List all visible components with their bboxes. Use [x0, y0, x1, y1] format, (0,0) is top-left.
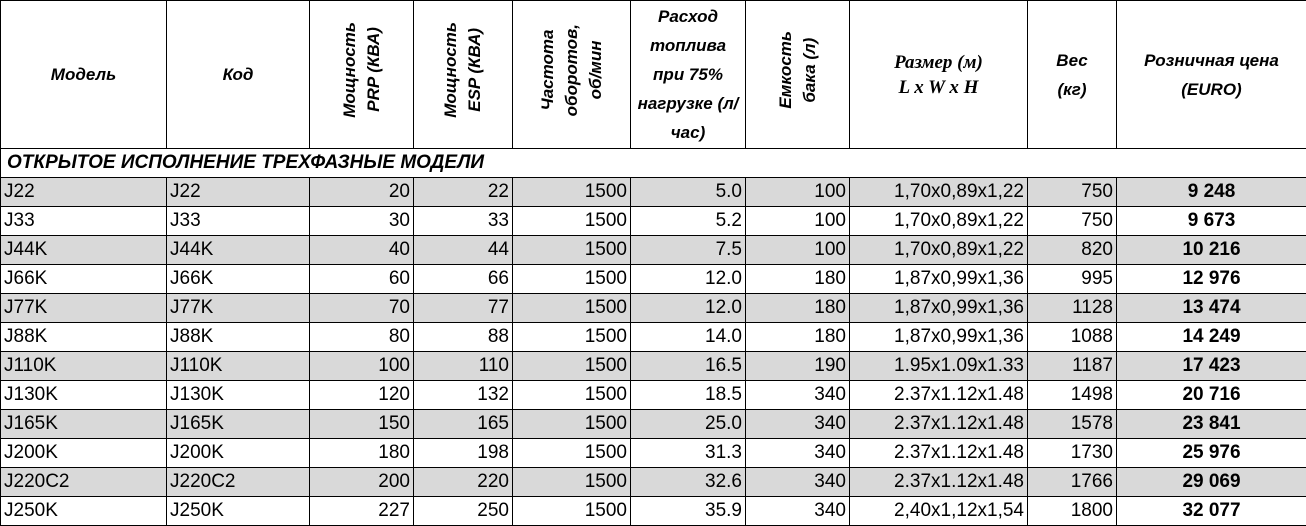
cell-model: J220C2: [1, 468, 167, 497]
cell-model: J22: [1, 178, 167, 207]
header-weight: Вес (кг): [1028, 1, 1117, 149]
cell-rpm: 1500: [513, 323, 631, 352]
cell-fuel: 5.0: [631, 178, 746, 207]
cell-code: J110K: [167, 352, 310, 381]
cell-prp: 150: [310, 410, 414, 439]
header-code: Код: [167, 1, 310, 149]
cell-code: J77K: [167, 294, 310, 323]
table-row: [1, 381, 1306, 410]
cell-fuel: 12.0: [631, 265, 746, 294]
cell-price: 14 249: [1117, 323, 1306, 352]
cell-code: J250K: [167, 497, 310, 526]
table-row: [1, 265, 1306, 294]
cell-size: 1,87x0,99x1,36: [850, 323, 1028, 352]
header-price: Розничная цена (EURO): [1117, 1, 1306, 149]
cell-prp: 30: [310, 207, 414, 236]
cell-rpm: 1500: [513, 294, 631, 323]
cell-rpm: 1500: [513, 439, 631, 468]
cell-tank: 100: [746, 236, 850, 265]
cell-prp: 227: [310, 497, 414, 526]
cell-weight: 1128: [1028, 294, 1117, 323]
cell-prp: 60: [310, 265, 414, 294]
cell-price: 13 474: [1117, 294, 1306, 323]
cell-code: J165K: [167, 410, 310, 439]
cell-esp: 110: [414, 352, 513, 381]
cell-code: J33: [167, 207, 310, 236]
cell-size: 1,70x0,89x1,22: [850, 236, 1028, 265]
cell-model: J66K: [1, 265, 167, 294]
cell-model: J33: [1, 207, 167, 236]
cell-size: 2,40x1,12x1,54: [850, 497, 1028, 526]
cell-weight: 1730: [1028, 439, 1117, 468]
table-row: [1, 236, 1306, 265]
header-model: Модель: [1, 1, 167, 149]
cell-size: 1.95x1.09x1.33: [850, 352, 1028, 381]
cell-tank: 340: [746, 381, 850, 410]
cell-fuel: 16.5: [631, 352, 746, 381]
cell-code: J66K: [167, 265, 310, 294]
cell-rpm: 1500: [513, 236, 631, 265]
cell-prp: 200: [310, 468, 414, 497]
table-row: [1, 352, 1306, 381]
cell-price: 32 077: [1117, 497, 1306, 526]
cell-code: J44K: [167, 236, 310, 265]
cell-esp: 66: [414, 265, 513, 294]
cell-esp: 220: [414, 468, 513, 497]
table-row: [1, 497, 1306, 526]
cell-esp: 77: [414, 294, 513, 323]
table-row: [1, 439, 1306, 468]
cell-price: 25 976: [1117, 439, 1306, 468]
table-row: [1, 323, 1306, 352]
cell-rpm: 1500: [513, 178, 631, 207]
cell-prp: 20: [310, 178, 414, 207]
cell-tank: 340: [746, 497, 850, 526]
cell-esp: 132: [414, 381, 513, 410]
header-tank: Емкость бака (л): [746, 1, 850, 149]
cell-weight: 750: [1028, 207, 1117, 236]
cell-rpm: 1500: [513, 468, 631, 497]
cell-tank: 100: [746, 207, 850, 236]
cell-fuel: 25.0: [631, 410, 746, 439]
header-row: [1, 1, 1306, 149]
header-fuel: Расход топлива при 75% нагрузке (л/час): [631, 1, 746, 149]
cell-price: 23 841: [1117, 410, 1306, 439]
cell-fuel: 14.0: [631, 323, 746, 352]
cell-weight: 995: [1028, 265, 1117, 294]
cell-weight: 1766: [1028, 468, 1117, 497]
table-row: [1, 294, 1306, 323]
cell-esp: 250: [414, 497, 513, 526]
cell-rpm: 1500: [513, 265, 631, 294]
cell-rpm: 1500: [513, 497, 631, 526]
cell-tank: 180: [746, 265, 850, 294]
cell-fuel: 31.3: [631, 439, 746, 468]
cell-tank: 340: [746, 410, 850, 439]
cell-price: 10 216: [1117, 236, 1306, 265]
cell-esp: 165: [414, 410, 513, 439]
table-row: [1, 207, 1306, 236]
cell-model: J110K: [1, 352, 167, 381]
cell-price: 9 248: [1117, 178, 1306, 207]
cell-esp: 44: [414, 236, 513, 265]
cell-model: J200K: [1, 439, 167, 468]
cell-price: 9 673: [1117, 207, 1306, 236]
section-title: ОТКРЫТОЕ ИСПОЛНЕНИЕ ТРЕХФАЗНЫЕ МОДЕЛИ: [1, 149, 1306, 178]
cell-size: 2.37x1.12x1.48: [850, 410, 1028, 439]
cell-tank: 180: [746, 323, 850, 352]
cell-size: 1,87x0,99x1,36: [850, 294, 1028, 323]
cell-size: 2.37x1.12x1.48: [850, 439, 1028, 468]
cell-weight: 1800: [1028, 497, 1117, 526]
cell-fuel: 18.5: [631, 381, 746, 410]
cell-weight: 1578: [1028, 410, 1117, 439]
cell-size: 2.37x1.12x1.48: [850, 381, 1028, 410]
cell-price: 29 069: [1117, 468, 1306, 497]
cell-size: 1,70x0,89x1,22: [850, 178, 1028, 207]
cell-fuel: 32.6: [631, 468, 746, 497]
cell-tank: 340: [746, 439, 850, 468]
cell-prp: 100: [310, 352, 414, 381]
table-row: [1, 468, 1306, 497]
cell-price: 20 716: [1117, 381, 1306, 410]
cell-model: J88K: [1, 323, 167, 352]
header-esp: Мощность ESP (КВА): [414, 1, 513, 149]
cell-rpm: 1500: [513, 352, 631, 381]
cell-fuel: 5.2: [631, 207, 746, 236]
cell-weight: 750: [1028, 178, 1117, 207]
cell-tank: 190: [746, 352, 850, 381]
cell-prp: 180: [310, 439, 414, 468]
cell-code: J130K: [167, 381, 310, 410]
cell-price: 12 976: [1117, 265, 1306, 294]
cell-prp: 80: [310, 323, 414, 352]
cell-size: 1,70x0,89x1,22: [850, 207, 1028, 236]
table-row: [1, 178, 1306, 207]
cell-fuel: 12.0: [631, 294, 746, 323]
cell-prp: 70: [310, 294, 414, 323]
cell-model: J165K: [1, 410, 167, 439]
cell-rpm: 1500: [513, 381, 631, 410]
cell-rpm: 1500: [513, 207, 631, 236]
cell-code: J88K: [167, 323, 310, 352]
cell-size: 2.37x1.12x1.48: [850, 468, 1028, 497]
cell-size: 1,87x0,99x1,36: [850, 265, 1028, 294]
cell-esp: 88: [414, 323, 513, 352]
header-prp: Мощность PRP (КВА): [310, 1, 414, 149]
cell-weight: 820: [1028, 236, 1117, 265]
cell-code: J22: [167, 178, 310, 207]
cell-tank: 100: [746, 178, 850, 207]
cell-model: J44K: [1, 236, 167, 265]
cell-model: J250K: [1, 497, 167, 526]
cell-prp: 120: [310, 381, 414, 410]
cell-rpm: 1500: [513, 410, 631, 439]
cell-esp: 22: [414, 178, 513, 207]
section-row: [1, 149, 1306, 178]
cell-prp: 40: [310, 236, 414, 265]
cell-price: 17 423: [1117, 352, 1306, 381]
cell-model: J130K: [1, 381, 167, 410]
cell-code: J220C2: [167, 468, 310, 497]
cell-fuel: 35.9: [631, 497, 746, 526]
header-size: Размер (м) L x W x H: [850, 1, 1028, 149]
cell-fuel: 7.5: [631, 236, 746, 265]
cell-weight: 1498: [1028, 381, 1117, 410]
cell-tank: 340: [746, 468, 850, 497]
cell-tank: 180: [746, 294, 850, 323]
header-rpm: Частота оборотов, об/мин: [513, 1, 631, 149]
cell-weight: 1187: [1028, 352, 1117, 381]
cell-code: J200K: [167, 439, 310, 468]
cell-esp: 33: [414, 207, 513, 236]
cell-weight: 1088: [1028, 323, 1117, 352]
cell-esp: 198: [414, 439, 513, 468]
cell-model: J77K: [1, 294, 167, 323]
table-row: [1, 410, 1306, 439]
